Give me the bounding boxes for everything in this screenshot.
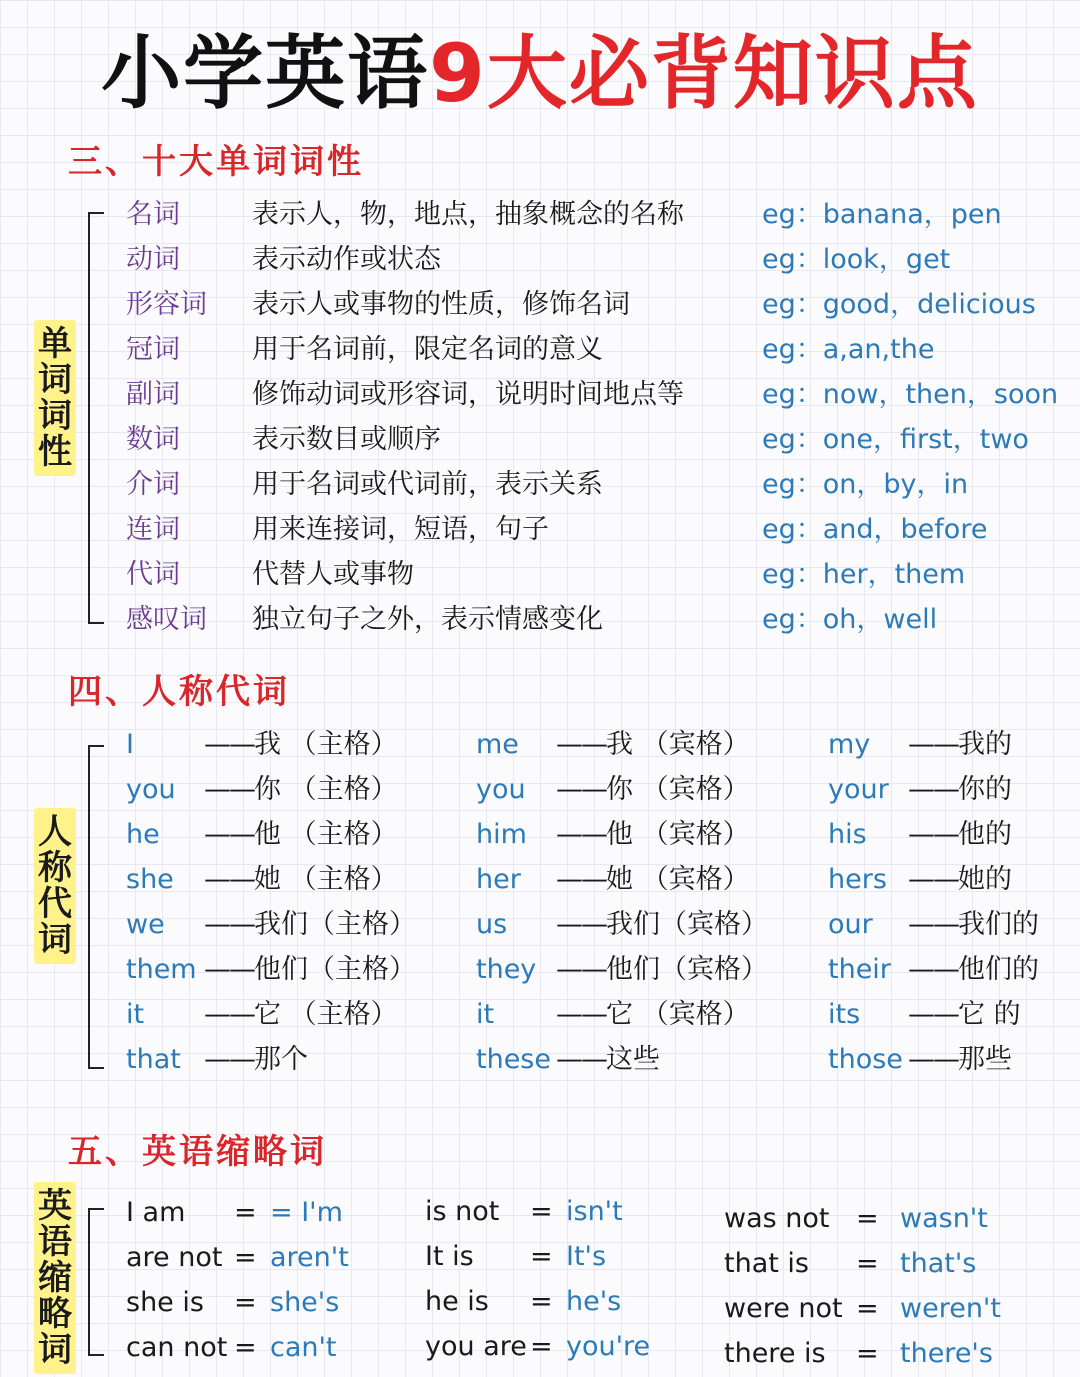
pronoun-dash: —— bbox=[908, 954, 958, 985]
side-label-pos: 单词词性 bbox=[34, 320, 76, 476]
pronoun-chinese: 它 （主格） bbox=[254, 999, 398, 1030]
pronoun-dash: —— bbox=[204, 999, 254, 1030]
pos-eg: eg：on，by，in bbox=[762, 469, 969, 500]
pronoun-english: it bbox=[126, 999, 145, 1030]
pronoun-english: me bbox=[476, 729, 519, 760]
pronoun-dash: —— bbox=[556, 729, 606, 760]
pos-name: 形容词 bbox=[126, 289, 207, 320]
pos-desc: 表示人，物，地点，抽象概念的名称 bbox=[252, 199, 684, 230]
pos-name: 副词 bbox=[126, 379, 180, 410]
pronoun-chinese: 他们（主格） bbox=[254, 954, 416, 985]
pronoun-chinese: 他的 bbox=[958, 819, 1012, 850]
pronoun-english: its bbox=[828, 999, 861, 1030]
pos-eg: eg：one，first，two bbox=[762, 424, 1029, 455]
pronoun-dash: —— bbox=[556, 909, 606, 940]
pos-desc: 表示人或事物的性质，修饰名词 bbox=[252, 289, 630, 320]
pronoun-english: that bbox=[126, 1044, 181, 1075]
contraction-full-form: you are bbox=[425, 1331, 527, 1362]
pos-name: 动词 bbox=[126, 244, 180, 275]
equals-sign: = bbox=[234, 1242, 257, 1273]
contraction-full-form: were not bbox=[724, 1293, 843, 1324]
pronoun-chinese: 这些 bbox=[606, 1044, 660, 1075]
bracket-pos bbox=[88, 212, 104, 624]
pos-eg: eg：a,an,the bbox=[762, 334, 935, 365]
pronoun-dash: —— bbox=[556, 864, 606, 895]
equals-sign: = bbox=[234, 1287, 257, 1318]
contraction-full-form: are not bbox=[126, 1242, 223, 1273]
contraction-short-form: = I'm bbox=[270, 1197, 343, 1228]
pos-name: 感叹词 bbox=[126, 604, 207, 635]
pronoun-english: it bbox=[476, 999, 495, 1030]
pronoun-chinese: 我们（主格） bbox=[254, 909, 416, 940]
bracket-contractions bbox=[88, 1208, 104, 1356]
pronoun-dash: —— bbox=[908, 729, 958, 760]
pos-desc: 修饰动词或形容词，说明时间地点等 bbox=[252, 379, 684, 410]
pronoun-dash: —— bbox=[204, 729, 254, 760]
pronoun-dash: —— bbox=[556, 1044, 606, 1075]
equals-sign: = bbox=[234, 1332, 257, 1363]
pronoun-dash: —— bbox=[908, 774, 958, 805]
pos-desc: 用于名词前，限定名词的意义 bbox=[252, 334, 603, 365]
pos-desc: 表示动作或状态 bbox=[252, 244, 441, 275]
pronoun-dash: —— bbox=[908, 999, 958, 1030]
pronoun-chinese: 它 （宾格） bbox=[606, 999, 750, 1030]
pos-desc: 用于名词或代词前，表示关系 bbox=[252, 469, 603, 500]
section-heading-pos: 三、十大单词词性 bbox=[68, 142, 364, 182]
contraction-short-form: she's bbox=[270, 1287, 340, 1318]
pronoun-chinese: 他们（宾格） bbox=[606, 954, 768, 985]
pronoun-english: him bbox=[476, 819, 527, 850]
pronoun-dash: —— bbox=[908, 819, 958, 850]
contraction-short-form: can't bbox=[270, 1332, 337, 1363]
section-heading-pronouns: 四、人称代词 bbox=[68, 672, 290, 712]
pronoun-english: their bbox=[828, 954, 891, 985]
pronoun-chinese: 你 （宾格） bbox=[606, 774, 750, 805]
pos-desc: 用来连接词，短语，句子 bbox=[252, 514, 549, 545]
pronoun-dash: —— bbox=[204, 1044, 254, 1075]
contraction-short-form: It's bbox=[566, 1241, 607, 1272]
contraction-short-form: isn't bbox=[566, 1196, 623, 1227]
contraction-full-form: was not bbox=[724, 1203, 830, 1234]
pronoun-dash: —— bbox=[204, 774, 254, 805]
contraction-short-form: aren't bbox=[270, 1242, 349, 1273]
contraction-full-form: is not bbox=[425, 1196, 500, 1227]
pos-name: 介词 bbox=[126, 469, 180, 500]
side-label-pronouns: 人称代词 bbox=[34, 808, 76, 964]
pos-eg: eg：banana，pen bbox=[762, 199, 1002, 230]
contraction-full-form: It is bbox=[425, 1241, 474, 1272]
pos-name: 数词 bbox=[126, 424, 180, 455]
pos-eg: eg：now，then，soon bbox=[762, 379, 1059, 410]
section-heading-contractions: 五、英语缩略词 bbox=[68, 1132, 327, 1172]
equals-sign: = bbox=[856, 1203, 879, 1234]
pronoun-dash: —— bbox=[556, 954, 606, 985]
pos-name: 名词 bbox=[126, 199, 180, 230]
side-label-contractions: 英语缩略词 bbox=[34, 1182, 76, 1374]
pronoun-english: us bbox=[476, 909, 508, 940]
pronoun-chinese: 她 （主格） bbox=[254, 864, 398, 895]
pos-eg: eg：her，them bbox=[762, 559, 966, 590]
pronoun-dash: —— bbox=[908, 864, 958, 895]
pronoun-english: those bbox=[828, 1044, 903, 1075]
pronoun-english: his bbox=[828, 819, 867, 850]
contraction-short-form: weren't bbox=[900, 1293, 1001, 1324]
pronoun-dash: —— bbox=[204, 909, 254, 940]
pronoun-chinese: 她的 bbox=[958, 864, 1012, 895]
pronoun-english: you bbox=[126, 774, 176, 805]
contraction-short-form: there's bbox=[900, 1338, 993, 1369]
pronoun-english: your bbox=[828, 774, 889, 805]
contraction-short-form: wasn't bbox=[900, 1203, 988, 1234]
pronoun-dash: —— bbox=[556, 999, 606, 1030]
pronoun-dash: —— bbox=[204, 954, 254, 985]
pronoun-english: I bbox=[126, 729, 134, 760]
pronoun-english: you bbox=[476, 774, 526, 805]
contraction-full-form: there is bbox=[724, 1338, 826, 1369]
pronoun-chinese: 我们的 bbox=[958, 909, 1039, 940]
pronoun-dash: —— bbox=[204, 819, 254, 850]
pronoun-english: she bbox=[126, 864, 174, 895]
equals-sign: = bbox=[530, 1241, 553, 1272]
pronoun-chinese: 他 （主格） bbox=[254, 819, 398, 850]
pos-eg: eg：good，delicious bbox=[762, 289, 1036, 320]
pos-name: 冠词 bbox=[126, 334, 180, 365]
pronoun-chinese: 他 （宾格） bbox=[606, 819, 750, 850]
pronoun-chinese: 你的 bbox=[958, 774, 1012, 805]
pos-eg: eg：oh，well bbox=[762, 604, 938, 635]
pronoun-dash: —— bbox=[556, 774, 606, 805]
pronoun-english: we bbox=[126, 909, 165, 940]
title-part-2: 9大必背知识点 bbox=[429, 27, 979, 120]
pos-eg: eg：and，before bbox=[762, 514, 988, 545]
pronoun-chinese: 我们（宾格） bbox=[606, 909, 768, 940]
title-part-1: 小学英语 bbox=[101, 27, 430, 120]
pos-desc: 表示数目或顺序 bbox=[252, 424, 441, 455]
pronoun-chinese: 那些 bbox=[958, 1044, 1012, 1075]
equals-sign: = bbox=[530, 1196, 553, 1227]
pronoun-chinese: 你 （主格） bbox=[254, 774, 398, 805]
pronoun-chinese: 她 （宾格） bbox=[606, 864, 750, 895]
pronoun-english: he bbox=[126, 819, 160, 850]
pronoun-english: them bbox=[126, 954, 197, 985]
pronoun-chinese: 我 （主格） bbox=[254, 729, 398, 760]
contraction-short-form: he's bbox=[566, 1286, 622, 1317]
bracket-pronouns bbox=[88, 745, 104, 1069]
pronoun-dash: —— bbox=[556, 819, 606, 850]
equals-sign: = bbox=[530, 1286, 553, 1317]
pronoun-dash: —— bbox=[908, 1044, 958, 1075]
pos-eg: eg：look，get bbox=[762, 244, 951, 275]
contraction-short-form: you're bbox=[566, 1331, 651, 1362]
pronoun-chinese: 他们的 bbox=[958, 954, 1039, 985]
pos-desc: 代替人或事物 bbox=[252, 559, 414, 590]
contraction-short-form: that's bbox=[900, 1248, 977, 1279]
equals-sign: = bbox=[856, 1293, 879, 1324]
pronoun-english: they bbox=[476, 954, 537, 985]
pronoun-english: hers bbox=[828, 864, 887, 895]
pronoun-dash: —— bbox=[908, 909, 958, 940]
pos-name: 代词 bbox=[126, 559, 180, 590]
contraction-full-form: he is bbox=[425, 1286, 489, 1317]
pos-name: 连词 bbox=[126, 514, 180, 545]
pronoun-english: her bbox=[476, 864, 521, 895]
pronoun-chinese: 我的 bbox=[958, 729, 1012, 760]
pos-desc: 独立句子之外，表示情感变化 bbox=[252, 604, 603, 635]
contraction-full-form: that is bbox=[724, 1248, 809, 1279]
page-title bbox=[0, 24, 1080, 124]
contraction-full-form: she is bbox=[126, 1287, 204, 1318]
pronoun-dash: —— bbox=[204, 864, 254, 895]
equals-sign: = bbox=[234, 1197, 257, 1228]
pronoun-chinese: 它 的 bbox=[958, 999, 1021, 1030]
equals-sign: = bbox=[530, 1331, 553, 1362]
contraction-full-form: can not bbox=[126, 1332, 228, 1363]
equals-sign: = bbox=[856, 1248, 879, 1279]
equals-sign: = bbox=[856, 1338, 879, 1369]
pronoun-english: my bbox=[828, 729, 871, 760]
pronoun-english: these bbox=[476, 1044, 551, 1075]
pronoun-chinese: 那个 bbox=[254, 1044, 308, 1075]
pronoun-chinese: 我 （宾格） bbox=[606, 729, 750, 760]
pronoun-english: our bbox=[828, 909, 873, 940]
contraction-full-form: I am bbox=[126, 1197, 186, 1228]
